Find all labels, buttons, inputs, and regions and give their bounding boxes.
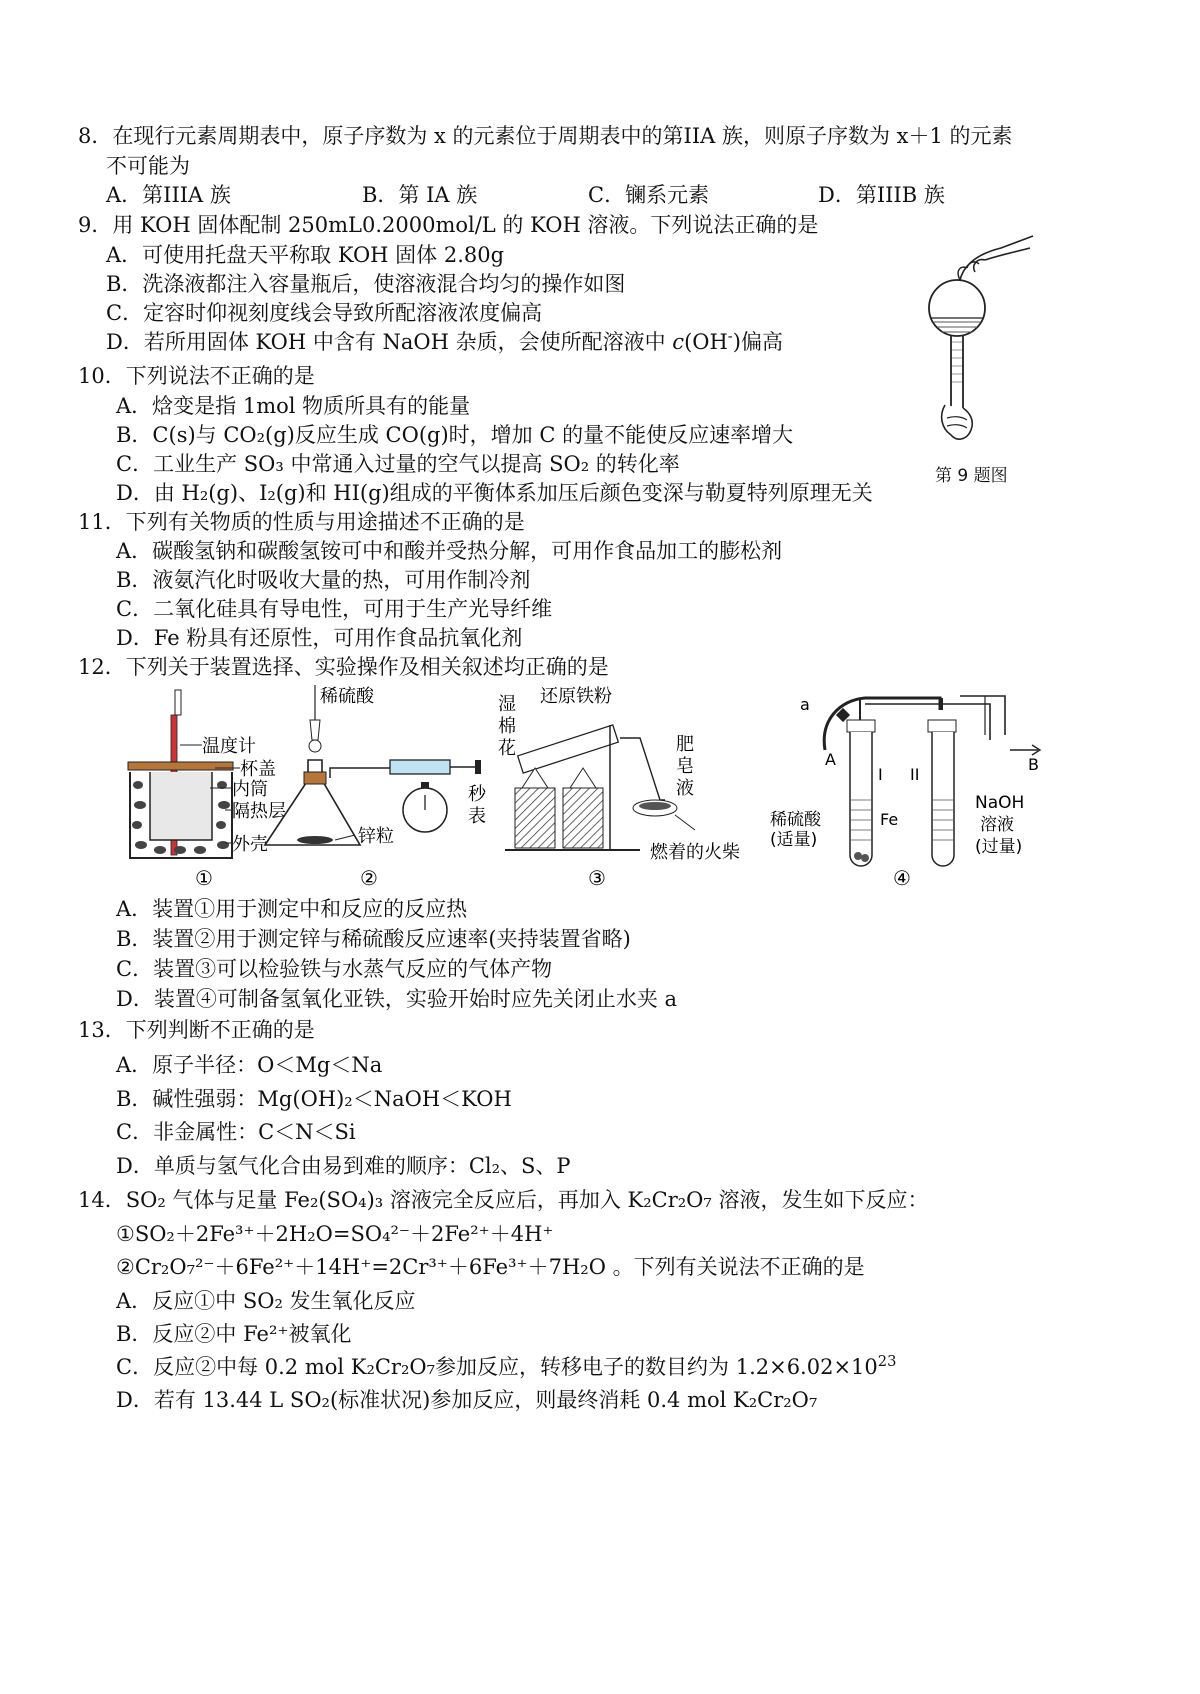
q11-option-c: C．二氧化硅具有导电性，可用于生产光导纤维	[116, 597, 553, 621]
q12-stem: 12．下列关于装置选择、实验操作及相关叙述均正确的是	[78, 655, 609, 679]
label-I: I	[878, 765, 883, 784]
q11-option-d: D．Fe 粉具有还原性，可用作食品抗氧化剂	[116, 626, 523, 650]
q14-reaction-1: ①SO₂＋2Fe³⁺＋2H₂O=SO₄²⁻＋2Fe²⁺＋4H⁺	[116, 1222, 554, 1246]
label-stopwatch-1: 秒	[468, 784, 486, 805]
label-II: II	[910, 765, 920, 784]
q10-option-d: D．由 H₂(g)、I₂(g)和 HI(g)组成的平衡体系加压后颜色变深与勒夏特列原理无关	[116, 481, 873, 505]
q12-option-b: B．装置②用于测定锌与稀硫酸反应速率(夹持装置省略)	[116, 927, 631, 951]
label-fe: Fe	[880, 810, 899, 829]
q13-option-b: B．碱性强弱：Mg(OH)₂＜NaOH＜KOH	[116, 1087, 512, 1111]
label-lid: 杯盖	[240, 759, 276, 780]
q8-option-b: B．第 IA 族	[362, 183, 478, 207]
label-clamp-a: a	[800, 695, 810, 714]
q14-option-d: D．若有 13.44 L SO₂(标准状况)参加反应，则最终消耗 0.4 mol K₂Cr₂O₇	[116, 1388, 818, 1412]
label-soap-1: 肥	[676, 734, 694, 755]
label-naoh-3: (过量)	[975, 837, 1023, 857]
label-reduced-iron: 还原铁粉	[540, 686, 612, 707]
q10-stem: 10．下列说法不正确的是	[78, 364, 315, 388]
label-acid-2: (适量)	[770, 830, 818, 850]
q10-option-c: C．工业生产 SO₃ 中常通入过量的空气以提高 SO₂ 的转化率	[116, 452, 680, 476]
figure-number-4: ④	[893, 866, 911, 890]
label-A: A	[825, 750, 836, 769]
label-naoh-1: NaOH	[975, 793, 1025, 813]
label-wet-1: 湿	[498, 694, 516, 715]
label-zinc: 锌粒	[358, 826, 394, 847]
q9-option-d: D．若所用固体 KOH 中含有 NaOH 杂质，会使所配溶液中 c(OH-)偏高	[106, 328, 783, 354]
q13-option-a: A．原子半径：O＜Mg＜Na	[116, 1053, 383, 1077]
q12-option-a: A．装置①用于测定中和反应的反应热	[116, 897, 468, 921]
q14-option-a: A．反应①中 SO₂ 发生氧化反应	[116, 1289, 416, 1313]
label-soap-2: 皂	[676, 756, 694, 777]
label-burning-match: 燃着的火柴	[650, 842, 740, 863]
q11-stem: 11．下列有关物质的性质与用途描述不正确的是	[78, 510, 525, 534]
figure-number-3: ③	[588, 866, 606, 890]
label-dilute-acid: 稀硫酸	[320, 686, 374, 707]
q10-option-a: A．焓变是指 1mol 物质所具有的能量	[116, 394, 471, 418]
q11-option-b: B．液氨汽化时吸收大量的热，可用作制冷剂	[116, 568, 531, 592]
q9-option-a: A．可使用托盘天平称取 KOH 固体 2.80g	[106, 243, 505, 267]
q9-option-c: C．定容时仰视刻度线会导致所配溶液浓度偏高	[106, 301, 543, 325]
q12-option-d: D．装置④可制备氢氧化亚铁，实验开始时应先关闭止水夹 a	[116, 987, 678, 1011]
label-wet-3: 花	[498, 738, 516, 759]
label-soap-3: 液	[676, 778, 694, 799]
q13-option-d: D．单质与氢气化合由易到难的顺序：Cl₂、S、P	[116, 1154, 571, 1178]
q14-reaction-2: ②Cr₂O₇²⁻＋6Fe²⁺＋14H⁺=2Cr³⁺＋6Fe³⁺＋7H₂O 。下列有关说法不正确的是	[116, 1255, 865, 1279]
q8-option-a: A．第IIIA 族	[106, 183, 231, 207]
label-stopwatch-2: 表	[468, 806, 486, 827]
q9-option-b: B．洗涤液都注入容量瓶后，使溶液混合均匀的操作如图	[106, 272, 626, 296]
label-thermometer: 温度计	[202, 736, 256, 757]
q8-option-c: C．镧系元素	[588, 183, 710, 207]
q8-stem-line2: 不可能为	[106, 154, 190, 178]
calorimeter-diagram	[128, 690, 286, 890]
label-naoh-2: 溶液	[980, 815, 1014, 835]
q13-stem: 13．下列判断不正确的是	[78, 1018, 315, 1042]
q14-option-c: C．反应②中每 0.2 mol K₂Cr₂O₇参加反应，转移电子的数目约为 $1.2\times 6.02\times 10^{23}$	[116, 1353, 897, 1379]
q8-stem-line1: 8．在现行元素周期表中，原子序数为 x 的元素位于周期表中的第IIA 族，则原子序数为 x＋1 的元素	[78, 124, 1013, 148]
iron-steam-diagram	[498, 686, 740, 890]
label-insulation: 隔热层	[232, 801, 286, 822]
q14-stem: 14．SO₂ 气体与足量 Fe₂(SO₄)₃ 溶液完全反应后，再加入 K₂Cr₂O₇ 溶液，发生如下反应：	[78, 1188, 929, 1212]
label-shell: 外壳	[232, 834, 268, 855]
apparatus-figures	[120, 680, 1060, 895]
figure-number-2: ②	[360, 866, 378, 890]
q12-option-c: C．装置③可以检验铁与水蒸气反应的气体产物	[116, 957, 553, 981]
ferrous-hydroxide-diagram	[770, 695, 1040, 890]
label-wet-2: 棉	[498, 716, 516, 737]
q9-figure-caption: 第 9 题图	[935, 466, 1008, 486]
q10-option-b: B．C(s)与 CO₂(g)反应生成 CO(g)时，增加 C 的量不能使反应速率增大	[116, 423, 794, 447]
q9-stem: 9．用 KOH 固体配制 250mL0.2000mol/L 的 KOH 溶液。下列说法正确的是	[78, 213, 819, 237]
q11-option-a: A．碳酸氢钠和碳酸氢铵可中和酸并受热分解，可用作食品加工的膨松剂	[116, 539, 783, 563]
reaction-rate-diagram	[265, 685, 487, 890]
q8-option-d: D．第IIIB 族	[818, 183, 945, 207]
q14-option-b: B．反应②中 Fe²⁺被氧化	[116, 1322, 352, 1346]
figure-number-1: ①	[195, 866, 213, 890]
q13-option-c: C．非金属性：C＜N＜Si	[116, 1120, 356, 1144]
label-acid-1: 稀硫酸	[770, 810, 821, 830]
label-B: B	[1028, 755, 1039, 774]
label-inner: 内筒	[232, 779, 268, 800]
volumetric-flask-figure	[905, 230, 1055, 460]
